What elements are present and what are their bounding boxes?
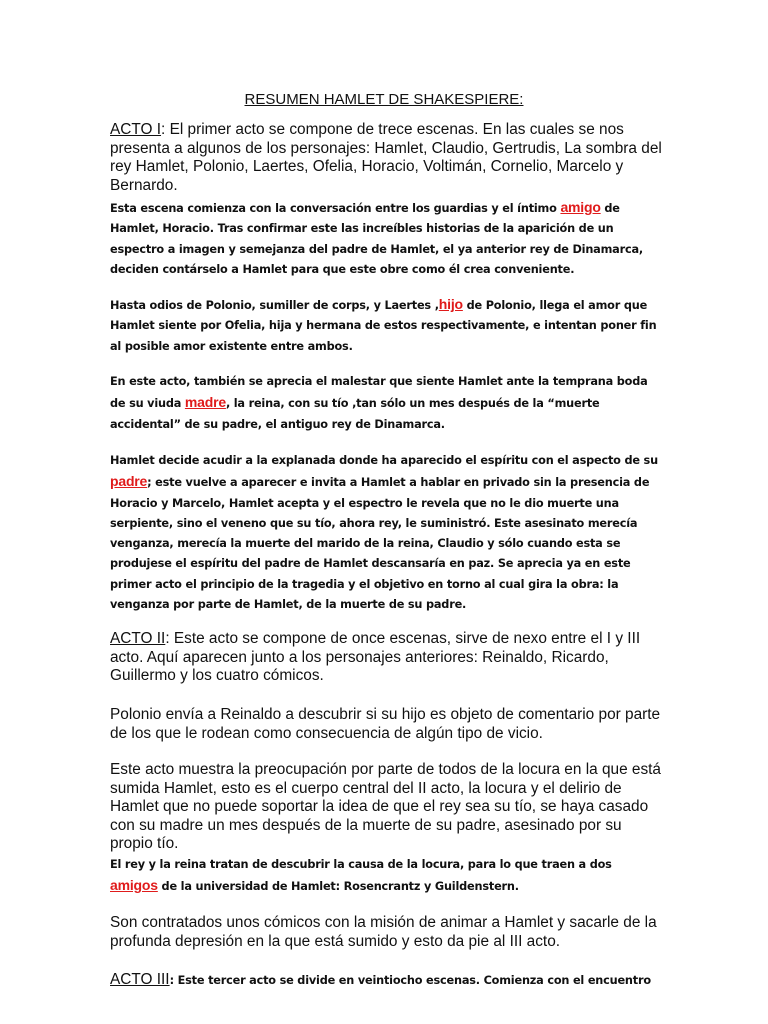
paragraph-4 (110, 451, 662, 615)
acto-3-text: : Este tercer acto se divide en veintiocho escenas. Comienza con el encuentro (169, 974, 651, 987)
paragraph-2 (110, 294, 662, 357)
acto-2-paragraph (110, 630, 662, 686)
paragraph-6: Este acto muestra la preocupación por parte de todos de la locura en la que está sumida Hamlet, esto es el cuerpo central del II acto, la locura y el delirio de Hamlet que no puede soportar la idea de que el rey sea su tío, se haya casado con su madre un mes después de la muerte de su padre, asesinado por su propio tío. (110, 761, 661, 852)
paragraph-1-text-b: de Hamlet, Horacio. Tras confirmar este las increíbles historias de la aparición de un espectro a imagen y semejanza del padre de Hamlet, el ya anterior rey de Dinamarca, deciden contárselo a Hamlet para que este obre como él crea conveniente. (110, 202, 643, 276)
acto-2-label: ACTO II (110, 630, 166, 647)
link-amigo[interactable]: amigo (560, 199, 601, 215)
paragraph-2-text-b: de Polonio, llega el amor que Hamlet siente por Ofelia, hija y hermana de estos respectivamente, e intentan poner fin al posible amor existente entre ambos. (110, 299, 657, 353)
acto-1-paragraph (110, 121, 662, 195)
acto-1-text: : El primer acto se compone de trece escenas. En las cuales se nos presenta a algunos de los personajes: Hamlet, Claudio, Gertrudis, La sombra del rey Hamlet, Polonio, Laertes, Ofelia, Horacio, Voltimán, Cornelio, Marcelo y Bernardo. (110, 121, 662, 194)
acto-3-label: ACTO III (110, 971, 170, 988)
paragraph-2-text-a: Hasta odios de Polonio, sumiller de corps, y Laertes , (110, 299, 439, 312)
paragraph-8: Son contratados unos cómicos con la misión de animar a Hamlet y sacarle de la profunda depresión en la que está sumido y esto da pie al III acto. (110, 914, 657, 950)
document-title: RESUMEN HAMLET DE SHAKESPIERE: (244, 91, 524, 108)
paragraph-1 (110, 197, 662, 280)
paragraph-7-text-b: de la universidad de Hamlet: Rosencrantz y Guildenstern. (157, 880, 519, 894)
paragraph-7 (110, 855, 662, 898)
link-padre[interactable]: padre (110, 473, 148, 490)
paragraph-4-text-b: ; este vuelve a aparecer e invita a Hamlet a hablar en privado sin la presencia de Horacio y Marcelo, Hamlet acepta y el espectro le revela que no le dio muerte una serpiente, sino el veneno que su tío, ahora rey, le suministró. Este asesinato merecía venganza, merecía la muerte del marido de la reina, Claudio y sólo cuando esta se produjese el espíritu del padre de Hamlet descansaría en paz. Se aprecia ya en este primer acto el principio de la tragedia y el objetivo en torno al cual gira la obra: la venganza por parte de Hamlet, de la muerte de su padre. (110, 476, 650, 612)
paragraph-4-text-a: Hamlet decide acudir a la explanada donde ha aparecido el espíritu con el aspecto de su (110, 454, 658, 467)
link-hijo[interactable]: hijo (438, 296, 463, 312)
paragraph-5: Polonio envía a Reinaldo a descubrir si su hijo es objeto de comentario por parte de los que le rodean como consecuencia de algún tipo de vicio. (110, 706, 661, 742)
paragraph-3-text-a: En este acto, también se aprecia el malestar que siente Hamlet ante la temprana boda de su viuda (110, 375, 648, 411)
paragraph-1-text-a: Esta escena comienza con la conversación entre los guardias y el íntimo (110, 202, 561, 215)
paragraph-3 (110, 372, 662, 435)
link-amigos[interactable]: amigos (110, 877, 158, 894)
acto-2-text: : Este acto se compone de once escenas, sirve de nexo entre el I y III acto. Aquí aparecen junto a los personajes anteriores: Reinaldo, Ricardo, Guillermo y los cuatro cómicos. (110, 630, 641, 684)
paragraph-3-text-b: , la reina, con su tío ,tan sólo un mes después de la “muerte accidental” de su padre, el antiguo rey de Dinamarca. (110, 397, 600, 431)
acto-3-paragraph (110, 971, 662, 991)
paragraph-7-text-a: El rey y la reina tratan de descubrir la causa de la locura, para lo que traen a dos (110, 858, 612, 871)
link-madre[interactable]: madre (184, 394, 226, 411)
acto-1-label: ACTO I (110, 121, 162, 138)
